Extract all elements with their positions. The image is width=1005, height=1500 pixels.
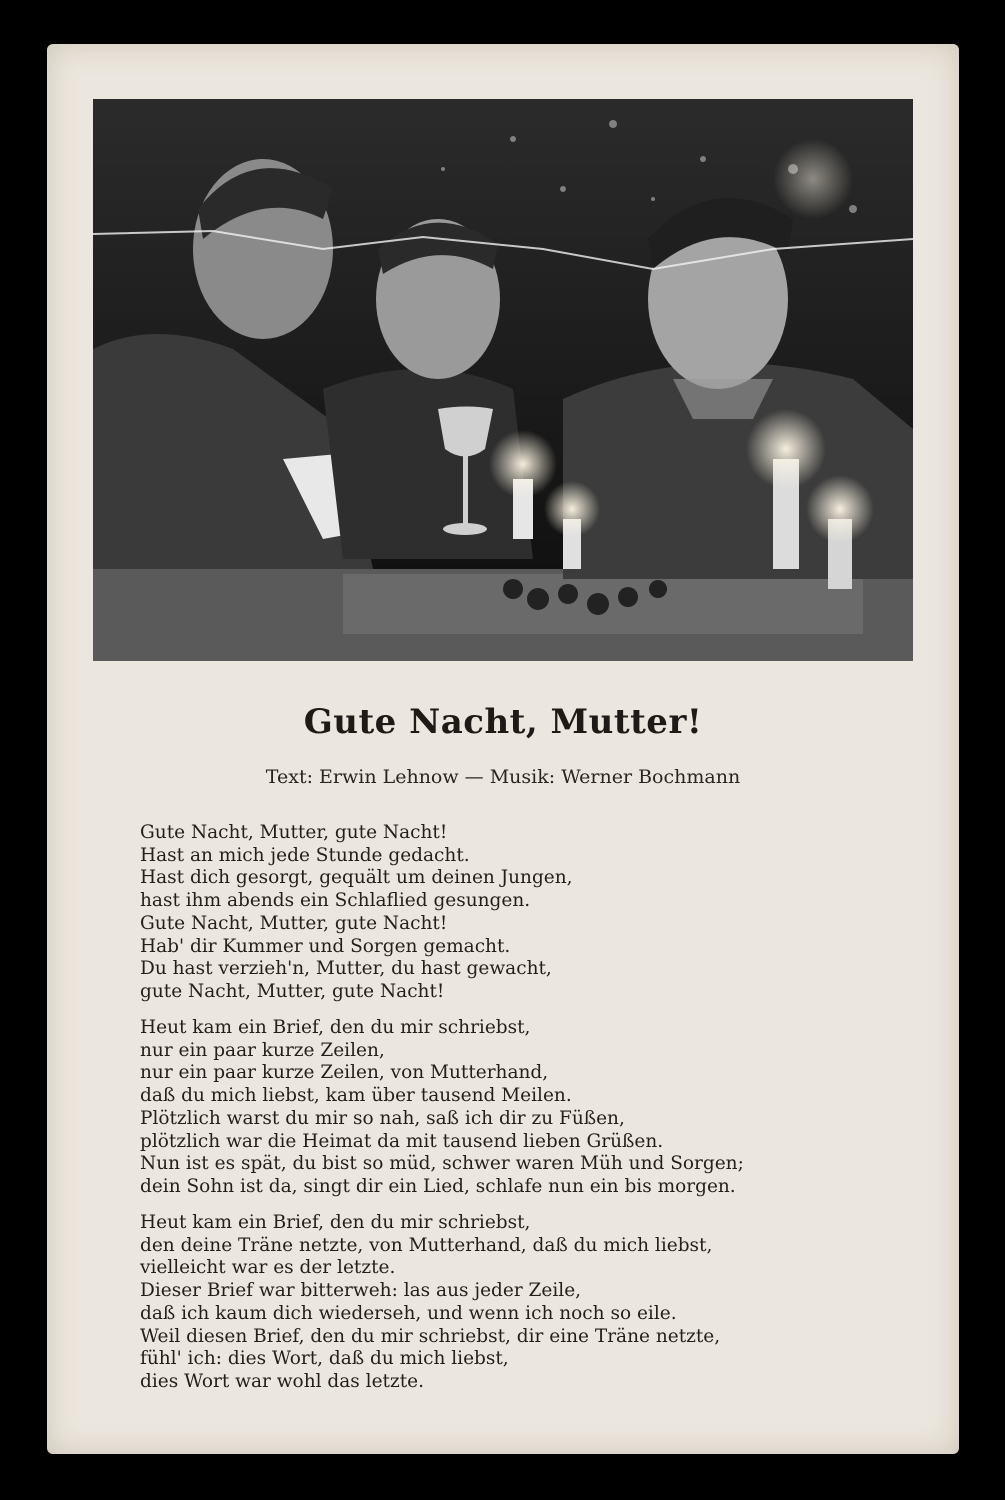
photograph-three-soldiers-by-candlelight [93,99,913,661]
verse-2 [140,1017,744,1199]
verse-line: vielleicht war es der letzte. [140,1257,396,1279]
verse-line: dies Wort war wohl das letzte. [140,1370,424,1392]
verse-line: daß ich kaum dich wiederseh, und wenn ich noch so eile. [140,1302,677,1324]
verse-line: Hab' dir Kummer und Sorgen gemacht. [140,935,511,957]
verse-line: hast ihm abends ein Schlaflied gesungen. [140,890,531,912]
verse-line: den deine Träne netzte, von Mutterhand, daß du mich liebst, [140,1234,713,1256]
verse-line: Nun ist es spät, du bist so müd, schwer waren Müh und Sorgen; [140,1153,744,1175]
verse-line: Gute Nacht, Mutter, gute Nacht! [140,822,448,843]
verse-line: Dieser Brief war bitterweh: las aus jeder Zeile, [140,1280,582,1302]
verse-line: Du hast verzieh'n, Mutter, du hast gewacht, [140,958,552,980]
verse-line: Heut kam ein Brief, den du mir schriebst, [140,1017,531,1038]
verse-line: Plötzlich warst du mir so nah, saß ich dir zu Füßen, [140,1107,625,1129]
verse-line: fühl' ich: dies Wort, daß du mich liebst, [140,1348,509,1370]
verse-line: Heut kam ein Brief, den du mir schriebst, [140,1212,531,1233]
verse-3 [140,1212,720,1394]
verse-line: daß du mich liebst, kam über tausend Meilen. [140,1085,572,1107]
verse-line: Weil diesen Brief, den du mir schriebst, dir eine Träne netzte, [140,1325,721,1347]
verse-line: Hast dich gesorgt, gequält um deinen Jungen, [140,867,573,889]
verse-line: plötzlich war die Heimat da mit tausend lieben Grüßen. [140,1130,664,1152]
verse-1 [140,822,573,1004]
verse-line: nur ein paar kurze Zeilen, [140,1039,385,1061]
verse-line: Hast an mich jede Stunde gedacht. [140,844,470,866]
postcard [47,44,959,1454]
song-title: Gute Nacht, Mutter! [303,702,703,742]
song-credits: Text: Erwin Lehnow — Musik: Werner Bochmann [265,766,741,788]
verse-line: gute Nacht, Mutter, gute Nacht! [140,980,445,1002]
verse-line: Gute Nacht, Mutter, gute Nacht! [140,912,448,934]
verse-line: dein Sohn ist da, singt dir ein Lied, schlafe nun ein bis morgen. [140,1175,736,1197]
verse-line: nur ein paar kurze Zeilen, von Mutterhand, [140,1062,549,1084]
